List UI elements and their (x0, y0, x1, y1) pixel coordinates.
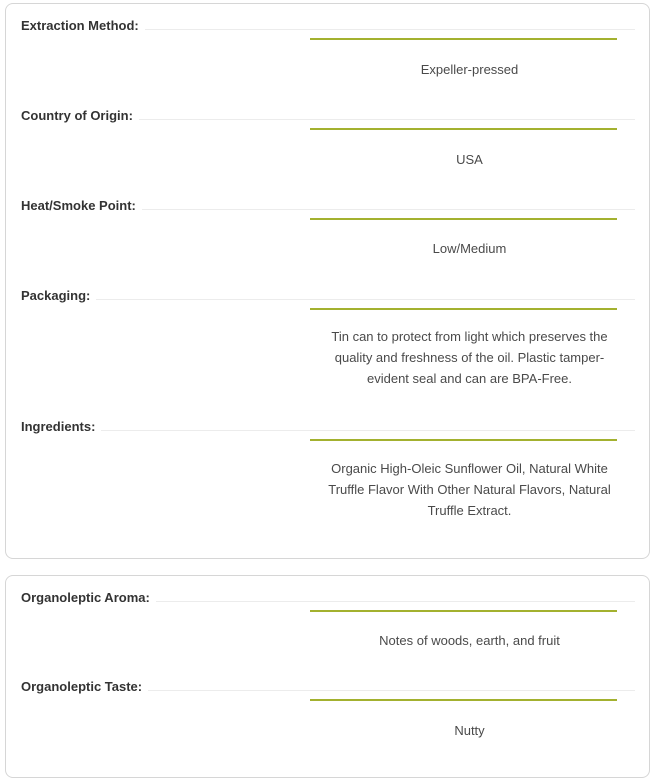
accent-rule (310, 38, 617, 40)
spec-value: Notes of woods, earth, and fruit (379, 633, 560, 648)
spec-value: USA (456, 152, 483, 167)
spec-value: Expeller-pressed (420, 62, 519, 77)
spec-value: Nutty (454, 723, 485, 738)
spec-label: Organoleptic Taste: (21, 679, 148, 695)
spec-label: Country of Origin: (21, 108, 139, 124)
spec-value: Tin can to protect from light which preserves the quality and freshness of the oil. Plastic tamper-evident seal and can are BPA-Free. (331, 329, 608, 386)
row-divider (21, 299, 635, 300)
spec-label: Ingredients: (21, 419, 101, 435)
accent-rule (310, 308, 617, 310)
accent-rule (310, 439, 617, 441)
spec-label: Organoleptic Aroma: (21, 590, 156, 606)
spec-value: Organic High-Oleic Sunflower Oil, Natural White Truffle Flavor With Other Natural Flavors, Natural Truffle Extract. (328, 461, 611, 518)
accent-rule (310, 218, 617, 220)
spec-value: Low/Medium (432, 241, 507, 256)
spec-label: Extraction Method: (21, 18, 145, 34)
accent-rule (310, 699, 617, 701)
accent-rule (310, 610, 617, 612)
accent-rule (310, 128, 617, 130)
spec-label: Packaging: (21, 288, 96, 304)
row-divider (21, 430, 635, 431)
organoleptic-card (5, 575, 650, 778)
product-specs-card (5, 3, 650, 559)
spec-label: Heat/Smoke Point: (21, 198, 142, 214)
